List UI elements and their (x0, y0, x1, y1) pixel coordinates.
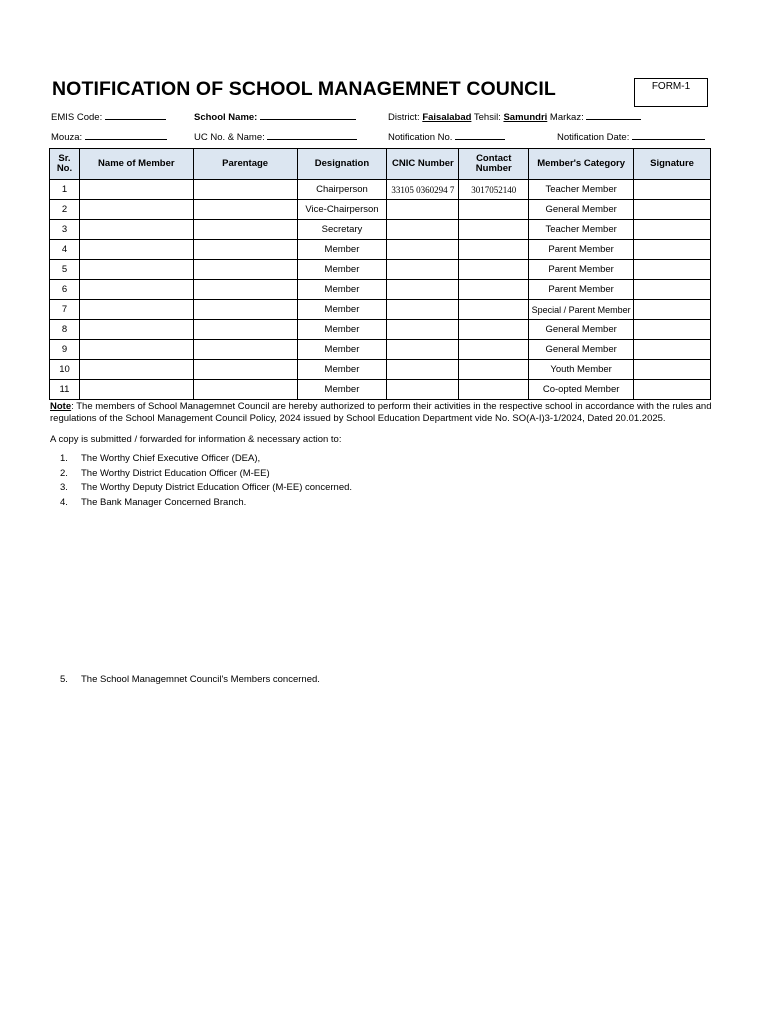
tehsil-value: Samundri (503, 112, 548, 123)
cell-signature[interactable] (634, 300, 711, 320)
notification-no-blank[interactable] (455, 129, 505, 140)
cell-designation: Chairperson (297, 180, 387, 200)
table-row (50, 320, 711, 340)
cell-cnic[interactable] (387, 300, 459, 320)
cell-name[interactable] (79, 280, 193, 300)
list-item-text: The Worthy District Education Officer (M-EE) (81, 467, 270, 479)
cell-cnic[interactable]: 33105 0360294 7 (387, 180, 459, 200)
mouza-label: Mouza: (51, 132, 83, 143)
district-tehsil-markaz-field (388, 109, 641, 123)
form-id: FORM-1 (651, 81, 691, 92)
note-text: : The members of School Managemnet Council are hereby authorized to perform their activities in the respective school in accordance with the rules and regulations of the School Management Council Policy, 2024 issued by School Education Department vide No. SO(A-I)3-1/2024, Dated 20.01.2025. (50, 401, 712, 424)
cell-contact[interactable]: 3017052140 (459, 180, 529, 200)
list-item-text: The Bank Manager Concerned Branch. (81, 496, 247, 508)
list-item (52, 468, 352, 483)
list-item (52, 453, 352, 468)
school-name-blank[interactable] (260, 109, 356, 120)
cell-category: Co-opted Member (529, 380, 634, 400)
header-members-category: Member's Category (529, 149, 634, 180)
cell-cnic[interactable] (387, 220, 459, 240)
cell-contact[interactable] (459, 200, 529, 220)
cell-cnic[interactable] (387, 360, 459, 380)
cell-parentage[interactable] (193, 260, 297, 280)
cell-category: Parent Member (529, 260, 634, 280)
cell-signature[interactable] (634, 380, 711, 400)
cell-designation: Member (297, 340, 387, 360)
notification-date-label: Notification Date: (557, 132, 630, 143)
cell-signature[interactable] (634, 180, 711, 200)
notification-no-label: Notification No. (388, 132, 453, 143)
cell-contact[interactable] (459, 280, 529, 300)
cell-parentage[interactable] (193, 180, 297, 200)
form-id-box (634, 78, 708, 107)
cell-signature[interactable] (634, 240, 711, 260)
cell-name[interactable] (79, 240, 193, 260)
header-signature: Signature (634, 149, 711, 180)
notification-date-field[interactable] (557, 129, 705, 143)
table-row (50, 260, 711, 280)
cell-sr: 3 (50, 220, 80, 240)
uc-blank[interactable] (267, 129, 357, 140)
cell-contact[interactable] (459, 340, 529, 360)
cell-signature[interactable] (634, 320, 711, 340)
markaz-label: Markaz: (549, 112, 584, 123)
cell-name[interactable] (79, 180, 193, 200)
markaz-blank[interactable] (586, 109, 641, 120)
cell-name[interactable] (79, 200, 193, 220)
cell-sr: 9 (50, 340, 80, 360)
cell-signature[interactable] (634, 220, 711, 240)
cell-category: General Member (529, 340, 634, 360)
list-item-text: The School Managemnet Council's Members concerned. (81, 674, 320, 685)
header-sr-no: Sr. No. (50, 149, 80, 180)
header-contact-number: Contact Number (459, 149, 529, 180)
table-row (50, 220, 711, 240)
table-row (50, 240, 711, 260)
cell-designation: Member (297, 260, 387, 280)
table-row (50, 200, 711, 220)
emis-code-label: EMIS Code: (51, 112, 103, 123)
header-designation: Designation (297, 149, 387, 180)
cell-sr: 2 (50, 200, 80, 220)
list-item-last (60, 674, 320, 685)
cell-designation: Member (297, 360, 387, 380)
cell-parentage[interactable] (193, 240, 297, 260)
cell-name[interactable] (79, 260, 193, 280)
cell-category: Teacher Member (529, 220, 634, 240)
cell-parentage[interactable] (193, 320, 297, 340)
cell-sr: 10 (50, 360, 80, 380)
cell-category: Youth Member (529, 360, 634, 380)
emis-code-blank[interactable] (105, 109, 166, 120)
list-item (52, 497, 352, 512)
mouza-blank[interactable] (85, 129, 167, 140)
cell-cnic[interactable] (387, 380, 459, 400)
form-title: NOTIFICATION OF SCHOOL MANAGEMNET COUNCIL (52, 78, 556, 100)
uc-field[interactable] (194, 129, 357, 143)
header-name-of-member: Name of Member (79, 149, 193, 180)
cell-category: Parent Member (529, 240, 634, 260)
table-row (50, 380, 711, 400)
cell-name[interactable] (79, 360, 193, 380)
cell-category: Parent Member (529, 280, 634, 300)
cell-parentage[interactable] (193, 300, 297, 320)
cell-name[interactable] (79, 220, 193, 240)
cell-cnic[interactable] (387, 320, 459, 340)
cell-contact[interactable] (459, 220, 529, 240)
cell-name[interactable] (79, 340, 193, 360)
table-row (50, 300, 711, 320)
cell-cnic[interactable] (387, 200, 459, 220)
cell-cnic[interactable] (387, 340, 459, 360)
table-header-row (50, 149, 711, 180)
cell-parentage[interactable] (193, 220, 297, 240)
cell-parentage[interactable] (193, 340, 297, 360)
cell-contact[interactable] (459, 240, 529, 260)
cell-name[interactable] (79, 320, 193, 340)
uc-label: UC No. & Name: (194, 132, 265, 143)
notification-date-blank[interactable] (632, 129, 705, 140)
cell-cnic[interactable] (387, 280, 459, 300)
cell-parentage[interactable] (193, 280, 297, 300)
cell-contact[interactable] (459, 260, 529, 280)
header-parentage: Parentage (193, 149, 297, 180)
distribution-list (52, 453, 352, 511)
cell-signature[interactable] (634, 360, 711, 380)
cell-sr: 5 (50, 260, 80, 280)
cell-category: Special / Parent Member (529, 300, 634, 320)
cell-contact[interactable] (459, 360, 529, 380)
cell-designation: Member (297, 280, 387, 300)
cell-parentage[interactable] (193, 380, 297, 400)
cell-signature[interactable] (634, 340, 711, 360)
cell-designation: Vice-Chairperson (297, 200, 387, 220)
cell-name[interactable] (79, 300, 193, 320)
cell-contact[interactable] (459, 320, 529, 340)
cell-designation: Member (297, 320, 387, 340)
cell-category: General Member (529, 200, 634, 220)
tehsil-label: Tehsil: (473, 112, 501, 123)
cell-sr: 8 (50, 320, 80, 340)
cell-sr: 11 (50, 380, 80, 400)
cell-designation: Member (297, 240, 387, 260)
list-item-number: 3. (60, 482, 68, 493)
members-table (49, 148, 711, 400)
cell-parentage[interactable] (193, 360, 297, 380)
cell-contact[interactable] (459, 380, 529, 400)
mouza-field[interactable] (51, 129, 167, 143)
cell-name[interactable] (79, 380, 193, 400)
cell-cnic[interactable] (387, 240, 459, 260)
table-row (50, 280, 711, 300)
list-item-number: 2. (60, 467, 68, 479)
list-item (52, 482, 352, 497)
cell-sr: 6 (50, 280, 80, 300)
header-cnic-number: CNIC Number (387, 149, 459, 180)
cell-contact[interactable] (459, 300, 529, 320)
cell-category: Teacher Member (529, 180, 634, 200)
emis-code-field[interactable] (51, 109, 166, 123)
note-paragraph (50, 401, 712, 424)
list-item-number: 1. (60, 453, 68, 464)
notification-no-field[interactable] (388, 129, 505, 143)
cell-sr: 1 (50, 180, 80, 200)
cell-signature[interactable] (634, 280, 711, 300)
table-row (50, 180, 711, 200)
copy-forwarded-text: A copy is submitted / forwarded for information & necessary action to: (50, 434, 342, 445)
list-item-text: The Worthy Chief Executive Officer (DEA), (81, 453, 261, 464)
cell-designation: Member (297, 380, 387, 400)
table-row (50, 340, 711, 360)
district-label: District: (388, 112, 420, 123)
list-item-number: 4. (60, 496, 68, 508)
cell-sr: 7 (50, 300, 80, 320)
cell-designation: Member (297, 300, 387, 320)
district-value: Faisalabad (422, 112, 472, 123)
school-name-label: School Name: (194, 112, 258, 123)
cell-sr: 4 (50, 240, 80, 260)
list-item-text: The Worthy Deputy District Education Officer (M-EE) concerned. (81, 482, 353, 493)
cell-category: General Member (529, 320, 634, 340)
cell-cnic[interactable] (387, 260, 459, 280)
cell-parentage[interactable] (193, 200, 297, 220)
cell-signature[interactable] (634, 200, 711, 220)
note-label: Note (50, 401, 72, 412)
school-name-field[interactable] (194, 109, 356, 123)
cell-designation: Secretary (297, 220, 387, 240)
table-row (50, 360, 711, 380)
cell-signature[interactable] (634, 260, 711, 280)
list-item-number: 5. (60, 674, 68, 685)
